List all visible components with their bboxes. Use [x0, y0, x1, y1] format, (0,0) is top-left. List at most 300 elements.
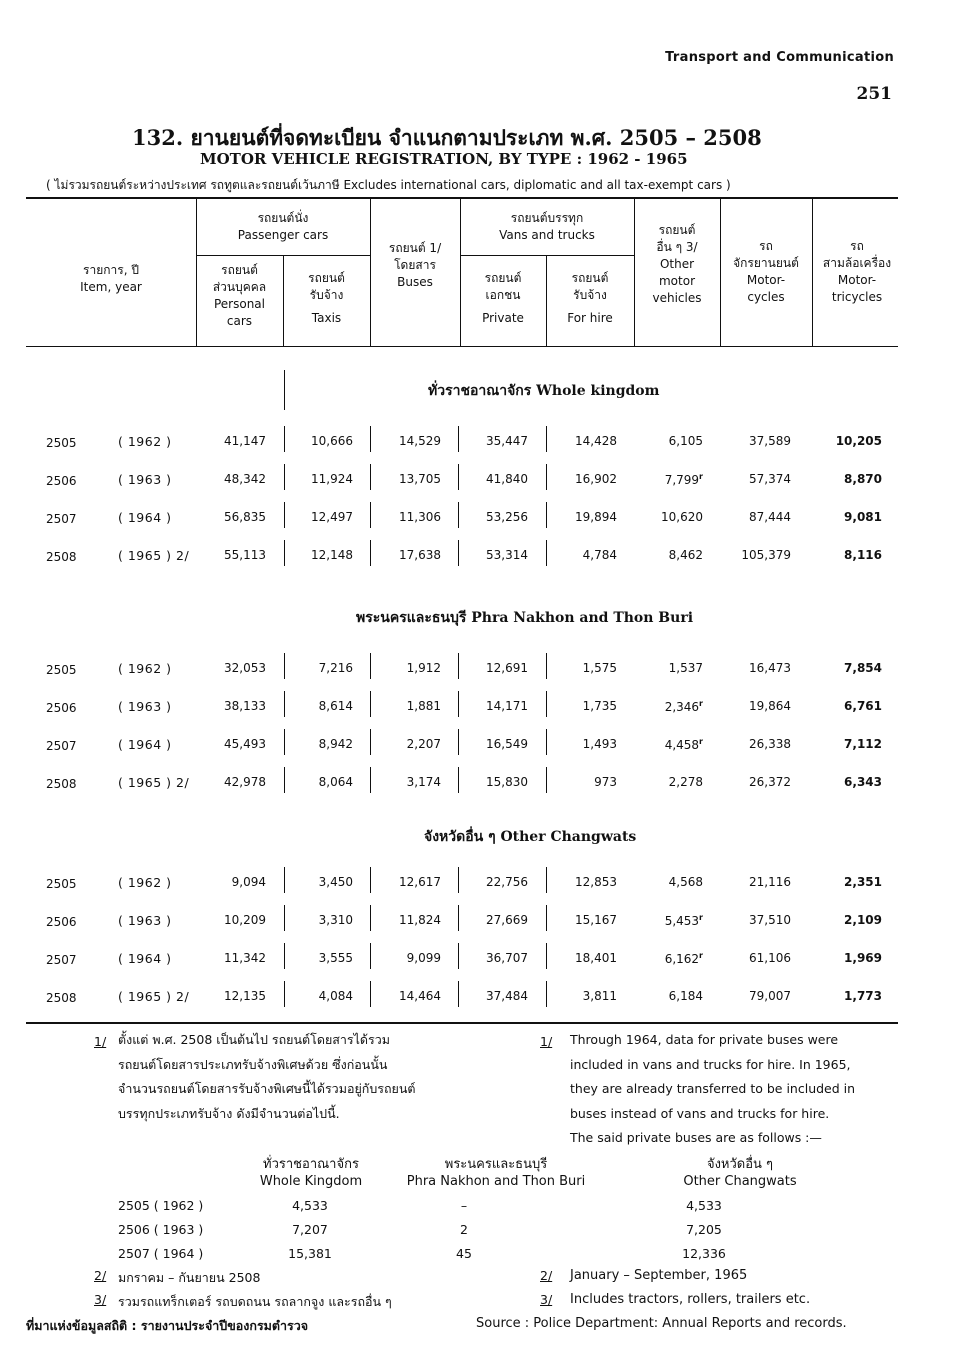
cell-private [486, 548, 528, 562]
section-title-whole-kingdom: ทั่วราชอาณาจักร Whole kingdom [428, 383, 660, 399]
cell-value: 2,207 [406, 737, 441, 751]
table-top-rule [26, 197, 898, 199]
row-divider [546, 981, 547, 1007]
footnote-3-thai: รวมรถแทร็กเตอร์ รถบดถนน รถลากจูง และรถอื่น ๆ [118, 1294, 392, 1309]
revised-marker: r [699, 737, 703, 746]
footnote-2-marker-thai: 2/ [94, 1268, 107, 1283]
cell-value: 10,666 [311, 434, 353, 448]
footnote-1-english: Through 1964, data for private buses were included in vans and trucks for hire. In 1965, they are already transferred to be included in buses instead of vans and trucks for hire. The said private buses are as follows :— [570, 1032, 856, 1145]
table-title-english: MOTOR VEHICLE REGISTRATION, BY TYPE : 1962 - 1965 [200, 150, 688, 168]
row-year-thai: 2508 [46, 550, 77, 564]
row-divider [458, 540, 459, 566]
cell-value: 87,444 [749, 510, 791, 524]
cell-value: 8,870 [844, 472, 882, 486]
cell-moto [749, 913, 791, 927]
cell-value: 11,824 [399, 913, 441, 927]
cell-value: 1,969 [844, 951, 882, 965]
cell-value: 7,112 [844, 737, 882, 751]
cell-value: 27,669 [486, 913, 528, 927]
row-divider [370, 981, 371, 1007]
cell-other [669, 875, 703, 889]
cell-taxis [311, 510, 353, 524]
cell-tri [844, 913, 882, 927]
row-divider [370, 867, 371, 893]
cell-value: 5,453 [664, 914, 700, 928]
cell-value: 3,555 [318, 951, 353, 965]
cell-hire [575, 510, 617, 524]
cell-value: 19,894 [575, 510, 617, 524]
cell-moto [749, 661, 791, 675]
row-year-ce: ( 1964 ) [118, 951, 172, 966]
row-divider [370, 691, 371, 717]
row-year-thai: 2505 [46, 663, 77, 677]
cell-personal [224, 661, 266, 675]
row-divider [370, 905, 371, 931]
cell-value: 1,537 [668, 661, 703, 675]
cell-value: 32,053 [224, 661, 266, 675]
cell-value: 45,493 [224, 737, 266, 751]
cell-other [665, 913, 703, 928]
cell-value: 18,401 [575, 951, 617, 965]
row-divider [546, 540, 547, 566]
cell-value: 13,705 [399, 472, 441, 486]
cell-value: 1,773 [844, 989, 882, 1003]
cell-value: 53,314 [486, 548, 528, 562]
cell-value: 1,575 [582, 661, 617, 675]
row-divider [284, 943, 285, 969]
cell-value: 26,338 [749, 737, 791, 751]
cell-buses [407, 661, 441, 675]
cell-value: 56,835 [224, 510, 266, 524]
cell-personal [224, 548, 266, 562]
row-divider [284, 905, 285, 931]
row-divider [284, 981, 285, 1007]
cell-value: 16,549 [486, 737, 528, 751]
row-divider [458, 729, 459, 755]
cell-value: 26,372 [749, 775, 791, 789]
cell-taxis [319, 699, 353, 713]
subtable-other-changwats-value: 4,533 [686, 1198, 722, 1213]
cell-value: 1,493 [582, 737, 617, 751]
footnote-2-thai: มกราคม – กันยายน 2508 [118, 1270, 261, 1285]
cell-value: 7,216 [318, 661, 353, 675]
subtable-whole-kingdom-value: 4,533 [292, 1198, 328, 1213]
subtable-other-changwats-value: 7,205 [686, 1222, 722, 1237]
cell-value: 2,109 [844, 913, 882, 927]
cell-value: 12,148 [311, 548, 353, 562]
cell-value: 11,342 [224, 951, 266, 965]
row-divider [370, 729, 371, 755]
cell-value: 37,589 [749, 434, 791, 448]
col-taxis-header: รถยนต์ รับจ้าง Taxis [308, 271, 345, 325]
row-year-ce: ( 1962 ) [118, 875, 172, 890]
cell-taxis [319, 989, 353, 1003]
cell-value: 10,620 [661, 510, 703, 524]
cell-tri [844, 472, 882, 486]
source-thai: ที่มาแห่งข้อมูลสถิติ : รายงานประจำปีของกรมตำรวจ [26, 1318, 309, 1333]
cell-value: 10,205 [835, 434, 882, 448]
cell-private [486, 661, 528, 675]
revised-marker: r [699, 699, 703, 708]
row-divider [458, 867, 459, 893]
source-english: Source : Police Department: Annual Reports and records. [476, 1316, 847, 1331]
col-other-header: รถยนต์ อื่น ๆ 3/ Other motor vehicles [652, 223, 702, 305]
cell-private [486, 699, 528, 713]
row-year-thai: 2507 [46, 953, 77, 967]
footnote-1-thai: ตั้งแต่ พ.ศ. 2508 เป็นต้นไป รถยนต์โดยสารได้รวม รถยนต์โดยสารประเภทรับจ้างพิเศษด้วย ซึ่งก่อนนั้น จำนวนรถยนต์โดยสารรับจ้างพิเศษนี้ได้รวมอยู่กับรถยนต์ บรรทุกประเภทรับจ้าง ดังมีจำนวนต่อไปนี้. [118, 1032, 416, 1121]
cell-taxis [319, 661, 353, 675]
cell-taxis [311, 548, 353, 562]
table-bottom-rule [26, 1022, 898, 1024]
row-year-thai: 2508 [46, 991, 77, 1005]
cell-value: 17,638 [399, 548, 441, 562]
cell-value: 14,171 [486, 699, 528, 713]
row-divider [546, 426, 547, 452]
row-divider [458, 426, 459, 452]
cell-personal [224, 989, 266, 1003]
cell-tri [844, 737, 882, 751]
cell-value: 36,707 [486, 951, 528, 965]
cell-value: 41,840 [486, 472, 528, 486]
cell-buses [399, 472, 441, 486]
cell-buses [399, 434, 441, 448]
row-divider [284, 426, 285, 452]
col-personal-header: รถยนต์ ส่วนบุคคล Personal cars [212, 263, 267, 328]
row-divider [546, 464, 547, 490]
cell-hire [575, 913, 617, 927]
row-year-thai: 2506 [46, 701, 77, 715]
cell-personal [224, 510, 266, 524]
revised-marker: r [699, 913, 703, 922]
cell-value: 12,135 [224, 989, 266, 1003]
cell-moto [741, 548, 791, 562]
cell-hire [583, 989, 617, 1003]
cell-value: 1,912 [406, 661, 441, 675]
row-divider [546, 653, 547, 679]
cell-taxis [311, 472, 353, 486]
cell-value: 35,447 [486, 434, 528, 448]
row-year-ce: ( 1965 ) 2/ [118, 775, 190, 790]
row-year-ce: ( 1965 ) 2/ [118, 989, 190, 1004]
cell-value: 7,799 [664, 473, 700, 487]
cell-value: 55,113 [224, 548, 266, 562]
table-note: ( ไม่รวมรถยนต์ระหว่างประเทศ รถทูตและรถยนต์เว้นภาษี Excludes international cars, diplomatic and all tax-exempt cars ) [46, 178, 731, 192]
cell-value: 21,116 [749, 875, 791, 889]
cell-taxis [319, 913, 353, 927]
cell-value: 48,342 [224, 472, 266, 486]
cell-value: 105,379 [741, 548, 791, 562]
cell-buses [399, 548, 441, 562]
cell-moto [749, 510, 791, 524]
col-vans-header: รถยนต์บรรทุก Vans and trucks [499, 211, 595, 242]
cell-hire [594, 775, 617, 789]
footnote-1-marker-thai: 1/ [94, 1034, 107, 1049]
row-divider [458, 943, 459, 969]
cell-private [486, 913, 528, 927]
page-number: 251 [856, 84, 892, 104]
cell-value: 4,568 [668, 875, 703, 889]
cell-value: 8,064 [318, 775, 353, 789]
cell-value: 8,462 [668, 548, 703, 562]
row-divider [546, 502, 547, 528]
cell-value: 8,116 [844, 548, 882, 562]
subtable-whole-kingdom-value: 7,207 [292, 1222, 328, 1237]
header-bottom-rule [26, 346, 898, 347]
cell-private [486, 434, 528, 448]
cell-value: 11,924 [311, 472, 353, 486]
row-divider [284, 867, 285, 893]
row-divider [546, 729, 547, 755]
row-divider [546, 767, 547, 793]
cell-other [665, 951, 703, 966]
subtable-phra-nakhon-header: พระนครและธนบุรี Phra Nakhon and Thon Buri [406, 1157, 586, 1189]
cell-other [661, 510, 703, 524]
cell-value: 6,761 [844, 699, 882, 713]
cell-personal [224, 699, 266, 713]
cell-moto [749, 699, 791, 713]
cell-personal [224, 913, 266, 927]
row-divider [458, 653, 459, 679]
cell-value: 2,278 [668, 775, 703, 789]
cell-moto [749, 737, 791, 751]
cell-buses [407, 699, 441, 713]
row-year-ce: ( 1963 ) [118, 913, 172, 928]
row-divider [370, 426, 371, 452]
cell-tri [844, 699, 882, 713]
row-divider [458, 691, 459, 717]
cell-value: 3,811 [582, 989, 617, 1003]
row-year-ce: ( 1965 ) 2/ [118, 548, 190, 563]
cell-value: 1,881 [406, 699, 441, 713]
cell-personal [224, 434, 266, 448]
cell-other [665, 472, 703, 487]
subtable-whole-kingdom-value: 15,381 [288, 1246, 332, 1261]
subtable-phra-nakhon-value: – [460, 1198, 468, 1213]
row-divider [284, 691, 285, 717]
cell-personal [224, 775, 266, 789]
cell-value: 8,942 [318, 737, 353, 751]
section-title-other-changwats: จังหวัดอื่น ๆ Other Changwats [424, 829, 637, 845]
subtable-year: 2507 ( 1964 ) [118, 1246, 204, 1261]
cell-value: 6,105 [668, 434, 703, 448]
cell-private [486, 775, 528, 789]
cell-value: 4,458 [664, 738, 700, 752]
cell-moto [749, 875, 791, 889]
cell-other [665, 737, 703, 752]
col-hire-header: รถยนต์ รับจ้าง For hire [567, 271, 613, 325]
row-divider [284, 502, 285, 528]
row-divider [546, 943, 547, 969]
cell-other [669, 775, 703, 789]
cell-value: 12,497 [311, 510, 353, 524]
col-private-header: รถยนต์ เอกชน Private [482, 271, 524, 325]
cell-tri [836, 434, 882, 448]
footnote-3-marker-english: 3/ [540, 1292, 553, 1307]
cell-other [665, 699, 703, 714]
cell-value: 38,133 [224, 699, 266, 713]
row-year-thai: 2505 [46, 436, 77, 450]
revised-marker: r [699, 472, 703, 481]
row-divider [284, 767, 285, 793]
row-divider [458, 905, 459, 931]
cell-moto [749, 472, 791, 486]
row-divider [546, 905, 547, 931]
cell-value: 16,473 [749, 661, 791, 675]
cell-hire [583, 699, 617, 713]
cell-private [486, 472, 528, 486]
col-motorcycles-header: รถ จักรยานยนต์ Motor- cycles [733, 239, 799, 304]
cell-value: 15,830 [486, 775, 528, 789]
cell-value: 6,162 [664, 952, 700, 966]
cell-private [486, 951, 528, 965]
cell-hire [575, 875, 617, 889]
section-title-phra-nakhon: พระนครและธนบุรี Phra Nakhon and Thon Buri [356, 610, 694, 626]
cell-value: 19,864 [749, 699, 791, 713]
subtable-other-changwats-value: 12,336 [682, 1246, 726, 1261]
cell-value: 3,174 [406, 775, 441, 789]
cell-value: 9,099 [406, 951, 441, 965]
row-divider [458, 464, 459, 490]
cell-buses [399, 913, 441, 927]
cell-buses [407, 775, 441, 789]
row-divider [458, 502, 459, 528]
row-year-thai: 2507 [46, 512, 77, 526]
row-year-ce: ( 1963 ) [118, 472, 172, 487]
cell-moto [749, 775, 791, 789]
cell-private [486, 737, 528, 751]
cell-value: 14,464 [399, 989, 441, 1003]
cell-value: 11,306 [399, 510, 441, 524]
cell-value: 3,310 [318, 913, 353, 927]
cell-value: 2,351 [844, 875, 882, 889]
col-item-header: รายการ, ปี Item, year [80, 263, 142, 294]
row-divider [284, 653, 285, 679]
cell-value: 1,735 [582, 699, 617, 713]
cell-hire [583, 737, 617, 751]
cell-private [486, 875, 528, 889]
row-year-thai: 2505 [46, 877, 77, 891]
cell-buses [399, 989, 441, 1003]
cell-value: 9,094 [231, 875, 266, 889]
row-divider [284, 729, 285, 755]
cell-hire [575, 434, 617, 448]
cell-taxis [311, 434, 353, 448]
row-divider [370, 464, 371, 490]
cell-value: 79,007 [749, 989, 791, 1003]
cell-value: 12,853 [575, 875, 617, 889]
row-divider [546, 867, 547, 893]
cell-value: 4,084 [318, 989, 353, 1003]
footnote-3-english: Includes tractors, rollers, trailers etc. [570, 1292, 811, 1307]
cell-hire [575, 951, 617, 965]
cell-tri [844, 775, 882, 789]
row-divider [370, 653, 371, 679]
subtable-whole-kingdom-header: ทั่วราชอาณาจักร Whole Kingdom [259, 1157, 363, 1189]
cell-taxis [319, 875, 353, 889]
row-year-thai: 2506 [46, 915, 77, 929]
col-passenger-header: รถยนต์นั่ง Passenger cars [237, 211, 329, 242]
cell-tri [844, 510, 882, 524]
cell-tri [844, 661, 882, 675]
vans-span-rule [460, 255, 634, 256]
row-year-thai: 2508 [46, 777, 77, 791]
footnote-3-marker-thai: 3/ [94, 1292, 107, 1307]
row-divider [370, 767, 371, 793]
cell-moto [749, 989, 791, 1003]
cell-private [486, 989, 528, 1003]
row-divider [370, 943, 371, 969]
cell-value: 53,256 [486, 510, 528, 524]
row-divider [458, 981, 459, 1007]
row-year-ce: ( 1964 ) [118, 737, 172, 752]
cell-buses [399, 875, 441, 889]
cell-value: 37,484 [486, 989, 528, 1003]
cell-value: 3,450 [318, 875, 353, 889]
subtable-other-changwats-header: จังหวัดอื่น ๆ Other Changwats [683, 1157, 797, 1189]
cell-value: 12,691 [486, 661, 528, 675]
cell-value: 57,374 [749, 472, 791, 486]
cell-tri [844, 989, 882, 1003]
row-year-ce: ( 1963 ) [118, 699, 172, 714]
cell-other [669, 434, 703, 448]
cell-moto [749, 434, 791, 448]
cell-other [669, 989, 703, 1003]
row-divider [370, 502, 371, 528]
row-divider [284, 540, 285, 566]
cell-value: 16,902 [575, 472, 617, 486]
cell-buses [399, 510, 441, 524]
cell-buses [407, 951, 441, 965]
cell-tri [844, 875, 882, 889]
cell-personal [224, 737, 266, 751]
row-divider [458, 767, 459, 793]
table-title-thai: 132. ยานยนต์ที่จดทะเบียน จำแนกตามประเภท พ.ศ. 2505 – 2508 [132, 125, 762, 150]
cell-value: 973 [594, 775, 617, 789]
cell-hire [583, 548, 617, 562]
cell-value: 2,346 [664, 700, 700, 714]
running-header: Transport and Communication [665, 50, 894, 65]
cell-value: 6,184 [668, 989, 703, 1003]
cell-value: 61,106 [749, 951, 791, 965]
row-divider [284, 464, 285, 490]
subtable-phra-nakhon-value: 45 [456, 1246, 472, 1261]
cell-value: 9,081 [844, 510, 882, 524]
row-year-ce: ( 1964 ) [118, 510, 172, 525]
cell-value: 37,510 [749, 913, 791, 927]
cell-value: 12,617 [399, 875, 441, 889]
cell-tri [844, 548, 882, 562]
cell-other [669, 548, 703, 562]
cell-taxis [319, 737, 353, 751]
cell-personal [232, 875, 266, 889]
revised-marker: r [699, 951, 703, 960]
cell-taxis [319, 775, 353, 789]
cell-buses [407, 737, 441, 751]
footnote-2-marker-english: 2/ [540, 1268, 553, 1283]
footnote-2-english: January – September, 1965 [570, 1268, 748, 1283]
cell-hire [575, 472, 617, 486]
col-buses-header: รถยนต์ 1/ โดยสาร Buses [388, 241, 442, 289]
cell-value: 4,784 [582, 548, 617, 562]
cell-value: 15,167 [575, 913, 617, 927]
row-year-ce: ( 1962 ) [118, 434, 172, 449]
row-year-ce: ( 1962 ) [118, 661, 172, 676]
cell-value: 14,428 [575, 434, 617, 448]
subtable-year: 2506 ( 1963 ) [118, 1222, 204, 1237]
row-year-thai: 2506 [46, 474, 77, 488]
cell-taxis [319, 951, 353, 965]
cell-value: 6,343 [844, 775, 882, 789]
